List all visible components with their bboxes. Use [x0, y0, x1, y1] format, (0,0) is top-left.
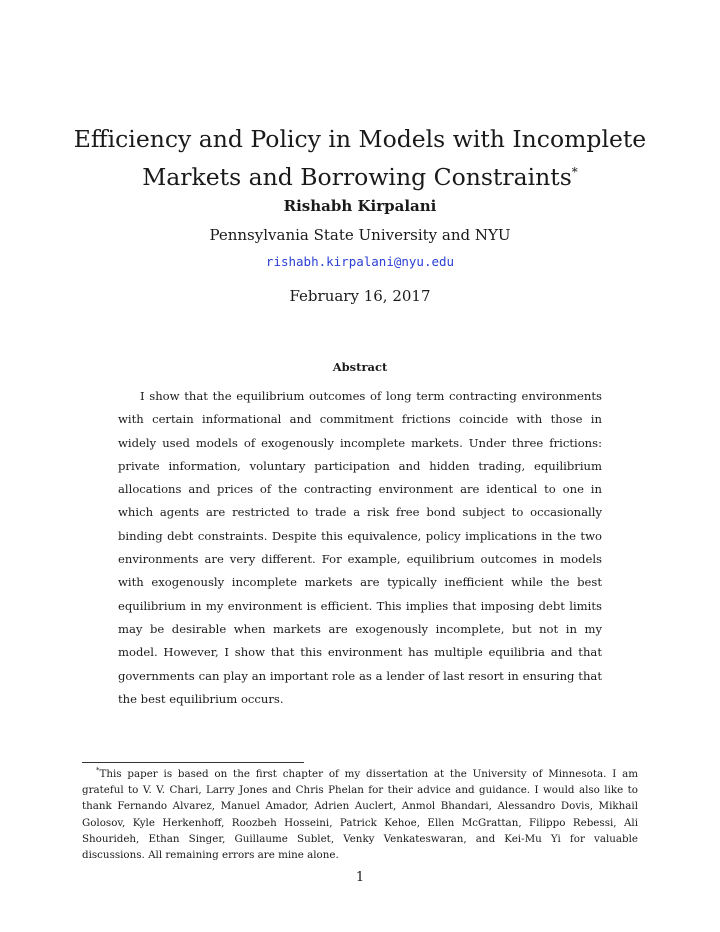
title-footnote-marker[interactable]: *	[571, 164, 578, 179]
paper-title	[40, 120, 680, 196]
author-name: Rishabh Kirpalani	[283, 197, 437, 215]
footnote-text: This paper is based on the first chapter of my dissertation at the University of Minnesota. I am grateful to V. V. Chari, Larry Jones and Chris Phelan for their advice and guidance. I would also like to thank Fernando Alvarez, Manuel Amador, Adrien Auclert, Anmol Bhandari, Alessandro Dovis, Mikhail Golosov, Kyle Herkenhoff, Roozbeh Hosseini, Patrick Kehoe, Ellen McGrattan, Filippo Rebessi, Ali Shourideh, Ethan Singer, Guillaume Sublet, Venky Venkateswaran, and Kei-Mu Yi for valuable discussions. All remaining errors are mine alone.	[82, 768, 638, 862]
abstract-heading: Abstract	[332, 360, 388, 374]
author-affiliation: Pennsylvania State University and NYU	[209, 226, 511, 244]
page-number: 1	[355, 870, 365, 885]
abstract-body: I show that the equilibrium outcomes of long term contracting environments with certain informational and commitment frictions coincide with those in widely used models of exogenously incomplete markets. Under three frictions: private information, voluntary participation and hidden trading, equilibrium allocations and prices of the contracting environment are identical to one in which agents are restricted to trade a risk free bond subject to occasionally binding debt constraints. Despite this equivalence, policy implications in the two environments are very different. For example, equilibrium outcomes in models with exogenously incomplete markets are typically inefficient while the best equilibrium in my environment is efficient. This implies that imposing debt limits may be desirable when markets are exogenously incomplete, but not in my model. However, I show that this environment has multiple equilibria and that governments can play an important role as a lender of last resort in ensuring that the best equilibrium occurs.	[118, 389, 602, 706]
paper-date: February 16, 2017	[289, 287, 431, 305]
footnote-marker: *	[96, 766, 100, 775]
paper-title-text: Efficiency and Policy in Models with Incomplete Markets and Borrowing Constraints	[73, 124, 647, 191]
footnote-divider	[82, 762, 304, 763]
author-email-link[interactable]: rishabh.kirpalani@nyu.edu	[265, 254, 455, 269]
footnote	[82, 766, 638, 863]
